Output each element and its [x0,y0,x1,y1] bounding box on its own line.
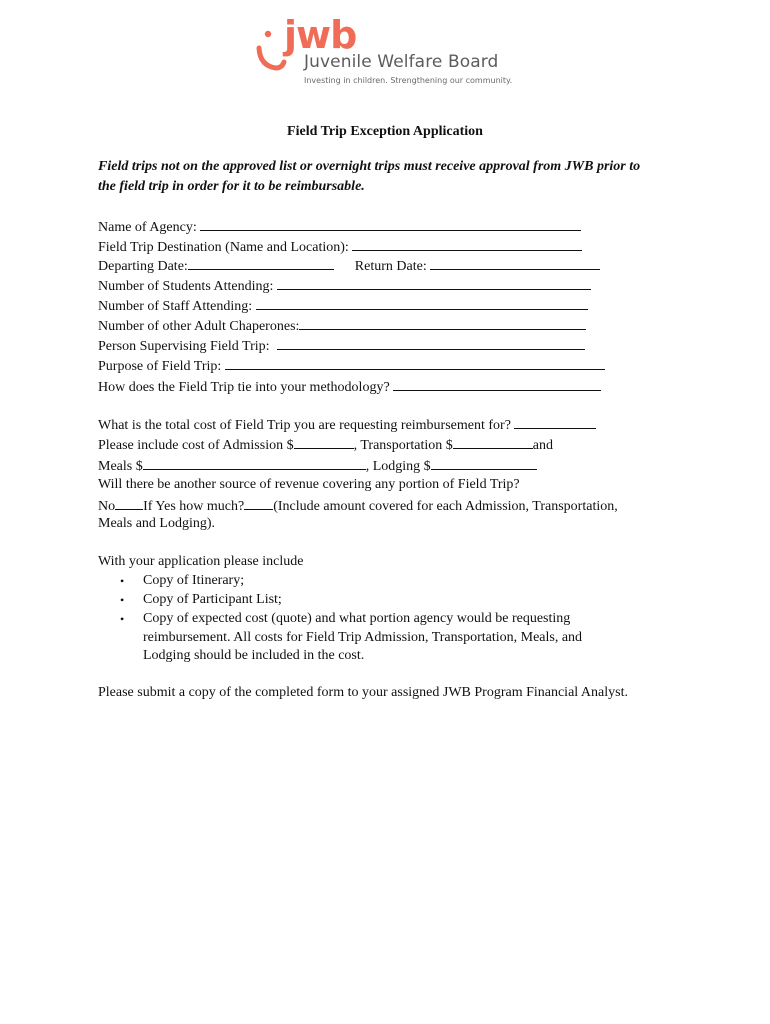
intro-note: Field trips not on the approved list or overnight trips must receive approval from JWB prior to the field trip in order for it to be reimbursable. [98,159,641,194]
required-documents-list [98,572,618,666]
field-label: , Transportation $ [353,438,453,453]
departing-blank[interactable] [188,256,334,270]
field-supervisor[interactable] [98,336,585,356]
field-label: No [98,499,116,514]
purpose-blank[interactable] [225,356,605,370]
logo-tagline: Investing in children. Strengthening our community. [304,76,513,85]
list-item-text: Copy of expected cost (quote) and what portion agency would be requesting reimbursement. All costs for Field Trip Admission, Transportation, Meals, and Lodging should be included in the cost. [143,611,583,663]
field-label: (Include amount covered for each Admission, Transportation, [273,499,618,514]
field-label: Purpose of Field Trip: [98,359,222,374]
field-label: Meals $ [98,459,143,474]
bullet-icon: • [120,592,125,607]
chaperones-blank[interactable] [299,316,586,330]
field-label: and [532,438,553,453]
logo-letters: jwb [284,13,357,57]
transportation-blank[interactable] [453,435,533,449]
field-staff[interactable] [98,296,588,316]
field-admission-transport[interactable] [98,435,553,455]
list-item [98,572,618,591]
field-total-cost[interactable] [98,415,596,435]
list-item-text: Copy of Participant List; [143,591,282,607]
lodging-blank[interactable] [431,456,537,470]
include-amount-continued: Meals and Lodging). [98,516,216,531]
field-label: Number of Students Attending: [98,279,274,294]
revenue-question: Will there be another source of revenue covering any portion of Field Trip? [98,477,520,492]
field-label: How does the Field Trip tie into your methodology? [98,380,390,395]
methodology-blank[interactable] [393,377,601,391]
field-chaperones[interactable] [98,316,586,336]
admission-blank[interactable] [294,435,354,449]
field-agency[interactable] [98,217,581,237]
total-cost-blank[interactable] [514,415,596,429]
logo-name: Juvenile Welfare Board [304,52,499,72]
field-methodology[interactable] [98,377,601,397]
supervisor-blank[interactable] [277,336,585,350]
bullet-icon: • [120,612,125,626]
field-label: Please include cost of Admission $ [98,438,294,453]
field-label: What is the total cost of Field Trip you are requesting reimbursement for? [98,418,511,433]
field-label: Person Supervising Field Trip: [98,339,270,354]
bullet-icon: • [120,574,125,588]
students-blank[interactable] [277,276,591,290]
field-purpose[interactable] [98,356,605,376]
meals-blank[interactable] [143,456,366,470]
field-revenue-answer[interactable] [98,496,618,516]
return-blank[interactable] [430,256,600,270]
field-label: Departing Date: [98,259,188,274]
field-label: If Yes how much? [143,499,245,514]
yes-amount-blank[interactable] [244,496,273,510]
no-blank[interactable] [115,496,143,510]
field-label: , Lodging $ [365,459,431,474]
list-item [98,591,618,610]
field-label: Name of Agency: [98,220,197,235]
staff-blank[interactable] [256,296,588,310]
include-heading: With your application please include [98,554,304,569]
list-item-text: Copy of Itinerary; [143,573,245,588]
field-label: Return Date: [354,259,427,274]
field-students[interactable] [98,276,591,296]
list-item [98,610,618,666]
field-label: Number of other Adult Chaperones: [98,319,300,334]
page-title: Field Trip Exception Application [287,124,483,139]
jwb-logo [256,13,526,88]
field-dates[interactable] [98,256,600,276]
field-destination[interactable] [98,237,582,257]
field-meals-lodging[interactable] [98,456,537,476]
agency-blank[interactable] [200,217,581,231]
submit-note: Please submit a copy of the completed form to your assigned JWB Program Financial Analyst. [98,685,628,700]
field-label: Number of Staff Attending: [98,299,253,314]
field-label: Field Trip Destination (Name and Location): [98,240,349,255]
destination-blank[interactable] [352,237,582,251]
